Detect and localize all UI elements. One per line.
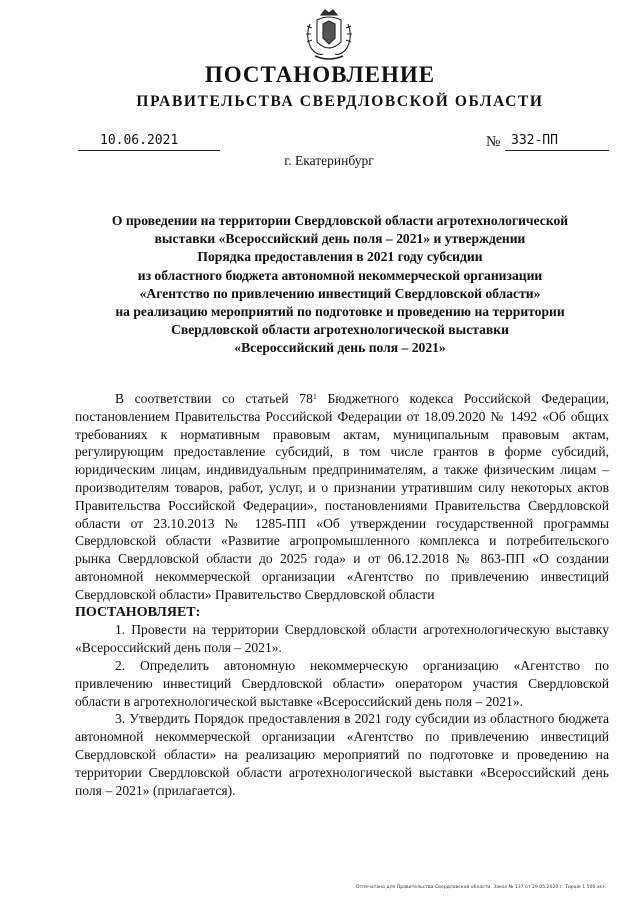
decree-item-2: 2. Определить автономную некоммерческую организацию «Агентство по привлечению инвестиций Свердловской области» оператором участия Свердловской области в агротехнологической выставке «Всероссийский день поля – 2021». — [75, 657, 609, 709]
preamble-paragraph — [75, 390, 609, 604]
document-issuer: ПРАВИТЕЛЬСТВА СВЕРДЛОВСКОЙ ОБЛАСТИ — [136, 93, 544, 110]
heading-line: на реализацию мероприятий по подготовке и проведению на территории — [115, 304, 565, 320]
decree-item-3: 3. Утвердить Порядок предоставления в 2021 году субсидии из областного бюджета автономной некоммерческой организации «Агентство по привлечению инвестиций Свердловской области» на реализацию мероприятий по подготовке и проведению на территории Свердловской области агротехнологической выставки «Всероссийский день поля – 2021» (прилагается). — [75, 711, 609, 798]
document-city: г. Екатеринбург — [284, 153, 374, 168]
article-superscript: 1 — [312, 392, 317, 401]
document-body — [75, 390, 609, 799]
heading-line: «Всероссийский день поля – 2021» — [234, 340, 446, 356]
document-date: 10.06.2021 — [78, 133, 220, 151]
print-footer-note: Отпечатано для Правительства Свердловской области. Заказ № 137 от 29.05.2020 г. Тираж 1 500 экз. — [356, 885, 606, 890]
preamble-rest: Бюджетного кодекса Российской Федерации, постановлением Правительства Российской Федерации от 18.09.2020 № 1492 «Об общих требованиях к нормативным правовым актам, муниципальным правовым актам, регулирующим предоставление субсидий, в том числе грантов в форме субсидий, юридическим лицам, индивидуальным предпринимателям, а также физическим лицам – производителям товаров, работ, услуг, и о признании утратившим силу некоторых актов Правительства Российской Федерации», постановлениями Правительства Свердловской области от 23.10.2013 № 1285-ПП «Об утверждении государственной программы Свердловской области «Развитие агропромышленного комплекса и потребительского рынка Свердловской области до 2025 года» и от 06.12.2018 № 863-ПП «О создании автономной некоммерческой организации «Агентство по привлечению инвестиций Свердловской области» Правительство Свердловской области — [75, 391, 610, 602]
number-label: № — [486, 134, 501, 150]
document-number: 332-ПП — [505, 133, 609, 151]
heading-line: Порядка предоставления в 2021 году субсидии — [197, 249, 483, 265]
heading-line: Свердловской области агротехнологической выставки — [171, 322, 509, 338]
decree-word: ПОСТАНОВЛЯЕТ: — [75, 604, 201, 620]
preamble-start: В соответствии со статьей 78 — [115, 391, 313, 406]
heading-line: из областного бюджета автономной некоммерческой организации — [137, 267, 543, 283]
document-heading — [60, 212, 620, 358]
document-title: ПОСТАНОВЛЕНИЕ — [204, 62, 436, 87]
coat-of-arms-icon — [301, 6, 357, 62]
heading-line: «Агентство по привлечению инвестиций Свердловской области» — [139, 285, 541, 301]
heading-line: выставки «Всероссийский день поля – 2021» и утверждении — [154, 231, 526, 247]
decree-item-1: 1. Провести на территории Свердловской области агротехнологическую выставку «Всероссийский день поля – 2021». — [75, 622, 609, 656]
heading-line: О проведении на территории Свердловской области агротехнологической — [111, 213, 569, 228]
